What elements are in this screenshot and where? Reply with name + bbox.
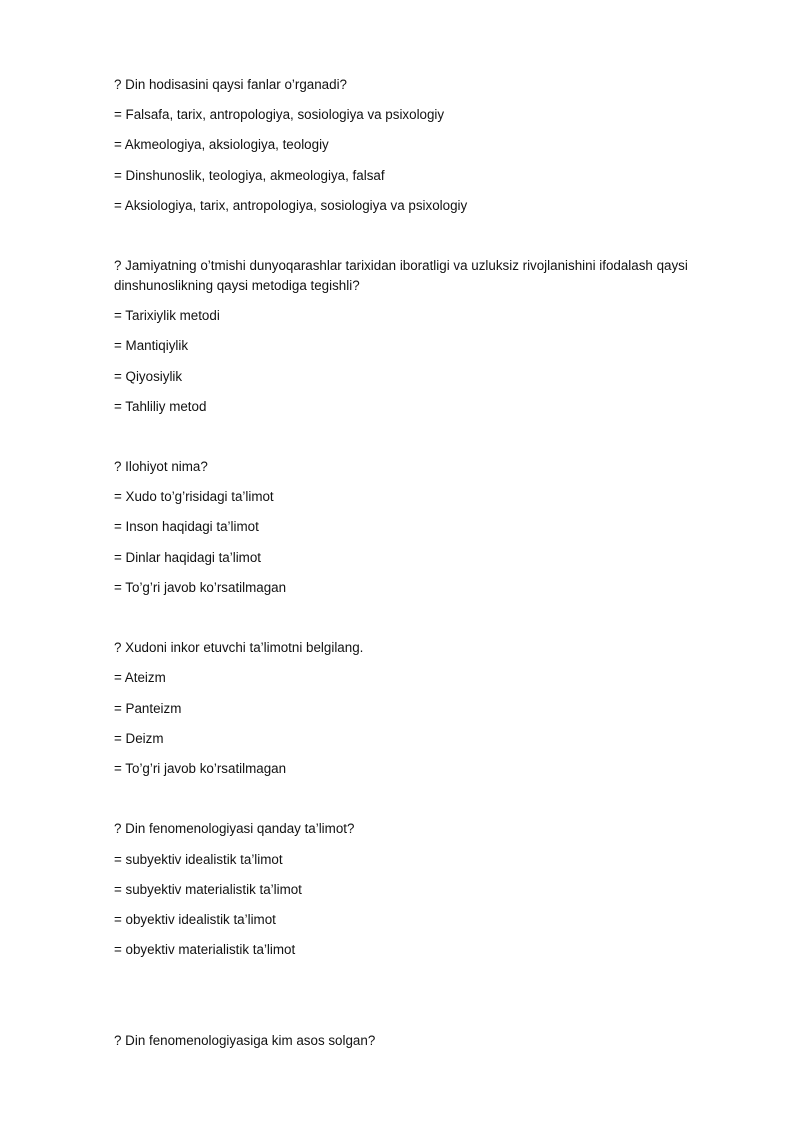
q1-answer-4: = Aksiologiya, tarix, antropologiya, sosiologiya va psixologiy [114,198,468,213]
question-4: ? Xudoni inkor etuvchi ta’limotni belgilang. [114,640,364,655]
q5-answer-3: = obyektiv idealistik ta’limot [114,912,276,927]
q5-answer-1: = subyektiv idealistik ta’limot [114,852,283,867]
q3-answer-4: = To’g’ri javob ko’rsatilmagan [114,580,287,595]
q5-answer-4: = obyektiv materialistik ta’limot [114,942,296,957]
q2-answer-2: = Mantiqiylik [114,338,189,353]
q5-answer-2: = subyektiv materialistik ta’limot [114,882,302,897]
question-2-line-2: dinshunoslikning qaysi metodiga tegishli? [114,278,360,293]
question-3: ? Ilohiyot nima? [114,459,208,474]
question-6: ? Din fenomenologiyasiga kim asos solgan? [114,1033,376,1048]
q4-answer-1: = Ateizm [114,670,166,685]
q4-answer-2: = Panteizm [114,701,182,716]
question-2-line-1: ? Jamiyatning o’tmishi dunyoqarashlar tarixidan iboratligi va uzluksiz rivojlanishini ifodalash qaysi [114,258,688,273]
q3-answer-1: = Xudo to’g’risidagi ta’limot [114,489,274,504]
q4-answer-3: = Deizm [114,731,164,746]
q1-answer-3: = Dinshunoslik, teologiya, akmeologiya, falsaf [114,168,385,183]
q1-answer-1: = Falsafa, tarix, antropologiya, sosiologiya va psixologiy [114,107,445,122]
q2-answer-4: = Tahliliy metod [114,399,207,414]
q1-answer-2: = Akmeologiya, aksiologiya, teologiy [114,137,329,152]
q2-answer-1: = Tarixiylik metodi [114,308,220,323]
q4-answer-4: = To’g’ri javob ko’rsatilmagan [114,761,287,776]
question-5: ? Din fenomenologiyasi qanday ta’limot? [114,821,355,836]
q3-answer-3: = Dinlar haqidagi ta’limot [114,550,262,565]
q3-answer-2: = Inson haqidagi ta’limot [114,519,259,534]
question-1: ? Din hodisasini qaysi fanlar o’rganadi? [114,77,347,92]
q2-answer-3: = Qiyosiylik [114,369,183,384]
